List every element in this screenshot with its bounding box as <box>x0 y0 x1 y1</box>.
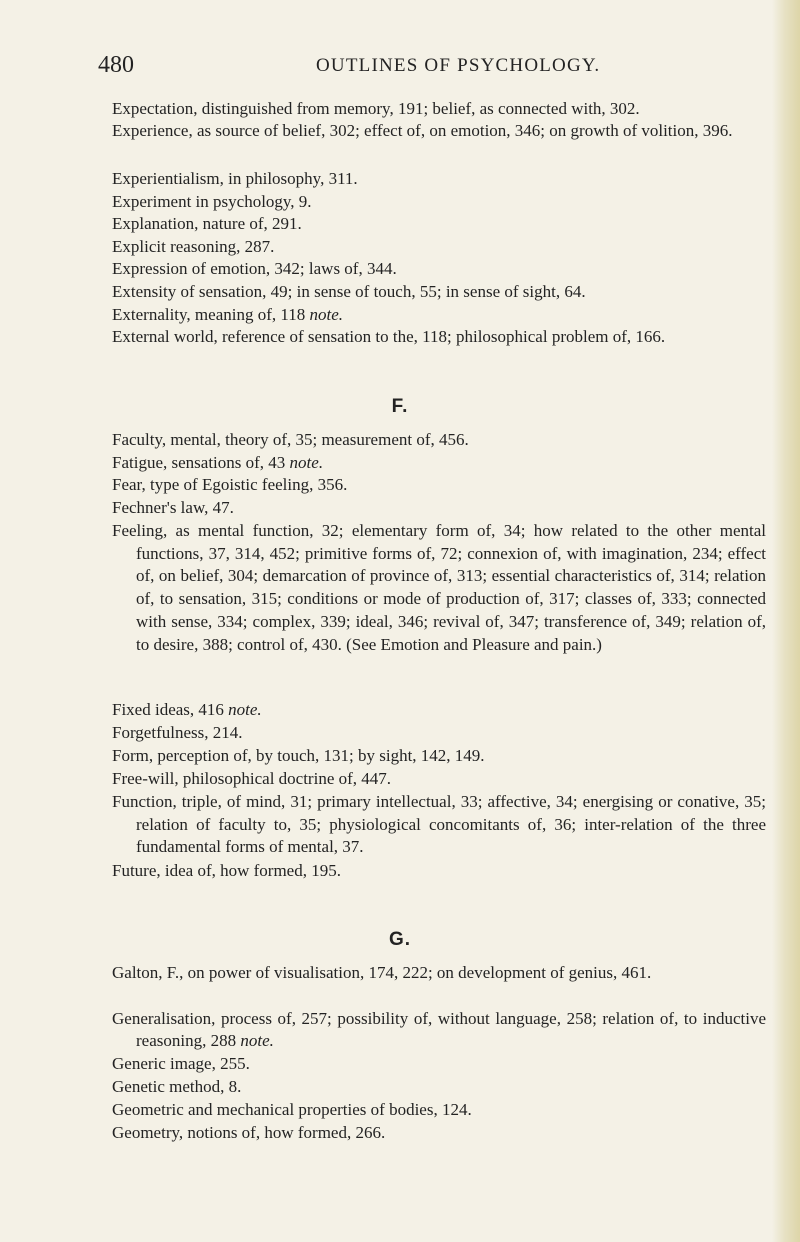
index-entry: Expression of emotion, 342; laws of, 344. <box>112 259 397 278</box>
index-entry: Experience, as source of belief, 302; effect of, on emotion, 346; on growth of volition, 396. <box>112 121 733 140</box>
index-entry: Expectation, distinguished from memory, 191; belief, as connected with, 302. <box>112 99 640 118</box>
note-marker: note. <box>240 1030 274 1050</box>
section-heading-f: F. <box>391 396 409 417</box>
index-entry: Geometric and mechanical properties of bodies, 124. <box>112 1100 472 1119</box>
note-marker: note. <box>289 453 324 472</box>
index-entry: Free-will, philosophical doctrine of, 447. <box>112 769 392 788</box>
index-entry: Genetic method, 8. <box>112 1077 242 1096</box>
index-entry: Faculty, mental, theory of, 35; measurement of, 456. <box>112 430 469 449</box>
running-header <box>98 52 738 82</box>
index-entry: Forgetfulness, 214. <box>112 723 243 742</box>
running-title: OUTLINES OF PSYCHOLOGY. <box>316 55 601 76</box>
note-marker: note. <box>228 700 262 719</box>
index-entry: Experiment in psychology, 9. <box>112 192 312 211</box>
note-marker: note. <box>309 305 344 324</box>
index-entry: Future, idea of, how formed, 195. <box>112 861 341 880</box>
index-entry: Function, triple, of mind, 31; primary intellectual, 33; affective, 34; energising or conative, 35; relation of faculty to, 35; physiological concomitants of, 36; inter-relation of the three fundamental forms of mental, 37. <box>112 792 766 857</box>
index-entry: Explanation, nature of, 291. <box>112 214 302 233</box>
index-entry: Explicit reasoning, 287. <box>112 237 275 256</box>
index-entry: Galton, F., on power of visualisation, 174, 222; on development of genius, 461. <box>112 963 652 982</box>
index-entry: Form, perception of, by touch, 131; by sight, 142, 149. <box>112 746 485 765</box>
index-entry: Fixed ideas, 416 note. <box>112 700 262 719</box>
index-entry: Fatigue, sensations of, 43 note. <box>112 453 324 472</box>
index-entry: Generalisation, process of, 257; possibility of, without language, 258; relation of, to inductive reasoning, 288 note. <box>112 1009 766 1050</box>
page-number: 480 <box>98 52 134 78</box>
section-heading-g: G. <box>388 929 412 950</box>
index-entry: Feeling, as mental function, 32; elementary form of, 34; how related to the other mental functions, 37, 314, 452; primitive forms of, 72; connexion of, with imagination, 234; effect of, on belief, 304; demarcation of province of, 313; essential characteristics of, 314; relation of, to sensation, 315; conditions or mode of production of, 317; classes of, 333; connected with sense, 334; complex, 339; ideal, 346; revival of, 347; transference of, 349; relation of, to desire, 388; control of, 430. (See Emotion and Pleasure and pain.) <box>112 521 766 654</box>
index-entry: External world, reference of sensation to the, 118; philosophical problem of, 166. <box>112 327 666 346</box>
index-entry: Fechner's law, 47. <box>112 498 234 517</box>
index-entry: Extensity of sensation, 49; in sense of touch, 55; in sense of sight, 64. <box>112 282 586 301</box>
index-entry: Fear, type of Egoistic feeling, 356. <box>112 475 348 494</box>
index-entry: Geometry, notions of, how formed, 266. <box>112 1123 386 1142</box>
index-entry: Generic image, 255. <box>112 1054 250 1073</box>
index-entry: Externality, meaning of, 118 note. <box>112 305 344 324</box>
index-entry: Experientialism, in philosophy, 311. <box>112 169 358 188</box>
